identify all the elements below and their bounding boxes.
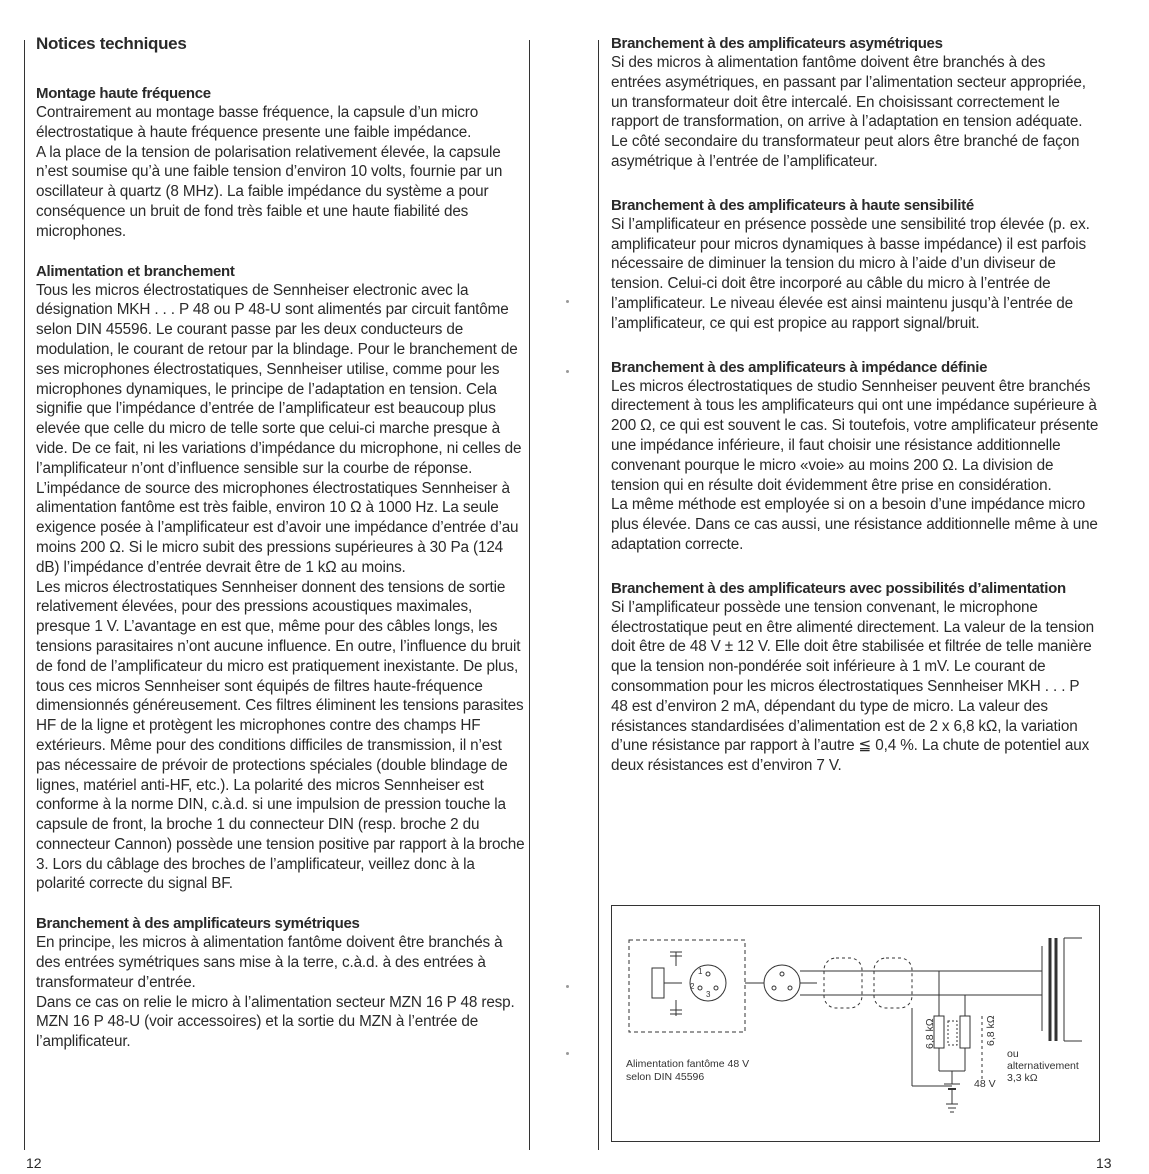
section-heading: Branchement à des amplificateurs à haute sensibilité xyxy=(611,196,974,214)
paragraph: Si l’amplificateur possède une tension convenant, le microphone électrostatique peut en être alimenté directement. La valeur de la tension doit être de 48 V ± 12 V. Elle doit être stabilisée et filtrée de telle manière que la tension non-pondérée soit inférieure à 1 mV. Le courant de consommation pour les micros électrostatiques Sennheiser MKH . . . P 48 est d’environ 2 mA, dépendant du type de micro. La valeur des résistances standardisées d’alimentation est de 2 x 6,8 kΩ, la variation d’une résistance par rapport à l’autre ≦ 0,4 %. La chute de potentiel aux deux résistances est d’environ 7 V. xyxy=(611,598,1094,775)
resistor-6k8-2 xyxy=(960,1016,970,1048)
section-amplificateurs-asymetriques xyxy=(611,34,1099,172)
paragraph: La même méthode est employée si on a besoin d’une impédance micro plus élevée. Dans ce cas aussi, une résistance additionnelle même à une adaptation correcte. xyxy=(611,496,1098,553)
paragraph: Si des micros à alimentation fantôme doivent être branchés à des entrées asymétriques, en passant par l’alimentation secteur appropriée, un transformateur doit être intercalé. En choisissant correctement le rapport de transformation, on arrive à l’adaptation en tension adéquate. Le côté secondaire du transformateur peut alors être branché de façon asymétrique à l’entrée de l’amplificateur. xyxy=(611,54,1086,170)
filter-loop-2 xyxy=(874,958,912,1008)
section-haute-sensibilite xyxy=(611,196,1099,334)
alternative-resistor-note: ou alternativement 3,3 kΩ xyxy=(1007,1048,1079,1084)
paragraph: Si l’amplificateur en présence possède une sensibilité trop élevée (p. ex. amplificateur pour micros dynamiques à basse impédance) il est parfois nécessaire de diminuer la tension du micro à l’aide d’un diviseur de tension. Celui-ci doit être incorporé au câble du micro à l’entrée de l’amplificateur. Le niveau élevée est ainsi maintenu jusqu’à l’entrée de l’amplificateur, ce qui est propice au rapport signal/bruit. xyxy=(611,215,1090,332)
cable-connector-circle xyxy=(764,965,800,1001)
filter-loop-1 xyxy=(824,958,862,1008)
section-heading: Branchement à des amplificateurs asymétriques xyxy=(611,35,943,52)
section-heading: Montage haute fréquence xyxy=(36,85,211,102)
scan-speck xyxy=(566,1052,569,1055)
gutter-rule-left xyxy=(529,40,530,1150)
microphone-housing-outline xyxy=(629,940,745,1032)
scan-speck xyxy=(566,985,569,988)
section-amplificateurs-symetriques xyxy=(36,914,526,1052)
section-alimentation-branchement xyxy=(36,262,526,895)
section-heading: Branchement à des amplificateurs symétriques xyxy=(36,915,360,933)
section-heading: Branchement à des amplificateurs à impédance définie xyxy=(611,358,988,376)
page-number-right: 13 xyxy=(1096,1155,1112,1171)
paragraph: En principe, les micros à alimentation fantôme doivent être branchés à des entrées symétriques sans mise à la terre, c.à.d. à des entrées à transformateur d’entrée. xyxy=(36,934,503,991)
paragraph: Les micros électrostatiques de studio Sennheiser peuvent être branchés directement à tous les amplificateurs qui ont une impédance supérieure à 200 Ω, ce qui est souvent le cas. Si toutefois, votre amplificateur présente une impédance inférieure, il faut choisir une résistance additionnelle convenant pourque le micro «voie» au moins 200 Ω. La division de tension qui en résulte doit évidemment être prise en considération. xyxy=(611,377,1099,494)
scan-speck xyxy=(566,300,569,303)
section-possibilites-alimentation xyxy=(611,579,1099,776)
section-heading: Branchement à des amplificateurs avec possibilités d’alimentation xyxy=(611,579,1066,597)
paragraph: Dans ce cas on relie le micro à l’alimentation secteur MZN 16 P 48 resp. MZN 16 P 48-U (voir accessoires) et la sortie du MZN à l’entrée de l’amplificateur. xyxy=(36,993,515,1051)
section-montage-haute-frequence xyxy=(36,84,526,242)
resistor-label-2: 6,8 kΩ xyxy=(985,1015,997,1046)
pin-label: 3 xyxy=(706,990,711,999)
pin-label: 2 xyxy=(690,982,695,991)
right-page-column xyxy=(611,34,1099,800)
pin-label: 1 xyxy=(698,967,703,976)
paragraph: A la place de la tension de polarisation relativement élevée, la capsule n’est soumise qu’à une faible tension d’environ 10 volts, fournie par un oscillateur à quartz (8 MHz). La faible impédance du système a pour conséquence un bruit de fond très faible et une haute fiabilité des microphones. xyxy=(36,143,503,240)
paragraph: Les micros électrostatiques Sennheiser donnent des tensions de sortie relativement élevées, pour des pressions acoustiques maximales, presque 1 V. L’avantage en est que, même pour des câbles longs, les tensions parasitaires n’ont aucune influence. En outre, l’influence du bruit de fond de l’amplificateur du micro est pratiquement inexistante. De plus, tous ces micros Sennheiser sont équipés de filtres haute-fréquence dimensionnés généreusement. Ces filtres éliminent les tensions parasites HF de la ligne et protègent les microphones contre des champs HF extérieurs. Même pour des conditions difficiles de transmission, il n’est pas nécessaire de prévoir de protections spéciales (double blindage de lignes, matériel anti-HF, etc.). La polarité des micros Sennheiser est conforme à la norme DIN, c.à.d. si une impulsion de pression touche la capsule de front, la broche 1 du connecteur DIN (resp. broche 2 du connecteur Cannon) possède une tension positive par rapport à la broche 3. Lors du câblage des broches de l’amplificateur, veillez donc à la polarité correcte du signal BF. xyxy=(36,578,525,893)
phantom-power-circuit-diagram xyxy=(611,905,1100,1142)
paragraph: Contrairement au montage basse fréquence, la capsule d’un micro électrostatique à haute fréquence presente une faible impédance. xyxy=(36,104,479,141)
figure-caption: Alimentation fantôme 48 V selon DIN 45596 xyxy=(626,1058,750,1083)
section-heading: Alimentation et branchement xyxy=(36,262,235,280)
resistor-label-1: 6,8 kΩ xyxy=(924,1018,936,1049)
resistor-3k3-alternative xyxy=(948,1021,957,1045)
left-page-column xyxy=(36,34,526,1072)
page-number-left: 12 xyxy=(26,1155,42,1171)
supply-voltage-label: 48 V xyxy=(974,1078,996,1090)
capsule-symbol xyxy=(652,968,664,998)
section-impedance-definie xyxy=(611,358,1099,555)
scan-speck xyxy=(566,370,569,373)
left-margin-rule xyxy=(24,40,25,1150)
circuit-schematic xyxy=(612,906,1099,1141)
page-header: Notices techniques xyxy=(36,34,187,53)
gutter-rule-right xyxy=(598,40,599,1150)
paragraph: Tous les micros électrostatiques de Sennheiser electronic avec la désignation MKH . . . P 48 ou P 48-U sont alimentés par circuit fantôme selon DIN 45596. Le courant passe par les deux conducteurs de modulation, le courant de retour par la blindage. Pour le branchement de ses microphones électrostatiques, Sennheiser utilise, comme pour les microphones dynamiques, le principe de l’adaptation en tension. Cela signifie que l’impédance d’entrée de l’amplificateur est beaucoup plus elevée que celle du micro de telle sorte que celui-ci marche presque à vide. De ce fait, ni les variations d’impédance du microphone, ni celles de l’amplificateur n’ont d’influence sensible sur la courbe de réponse. L’impédance de source des microphones électrostatiques Sennheiser à alimentation fantôme est très faible, environ 10 Ω à 1000 Hz. La seule exigence posée à l’amplificateur est d’avoir une impédance d’entrée d’au moins 200 Ω. Si le micro subit des pressions supérieures à 30 Pa (124 dB) l’impédance d’entrée devrait être de 1 kΩ au moins. xyxy=(36,281,522,576)
